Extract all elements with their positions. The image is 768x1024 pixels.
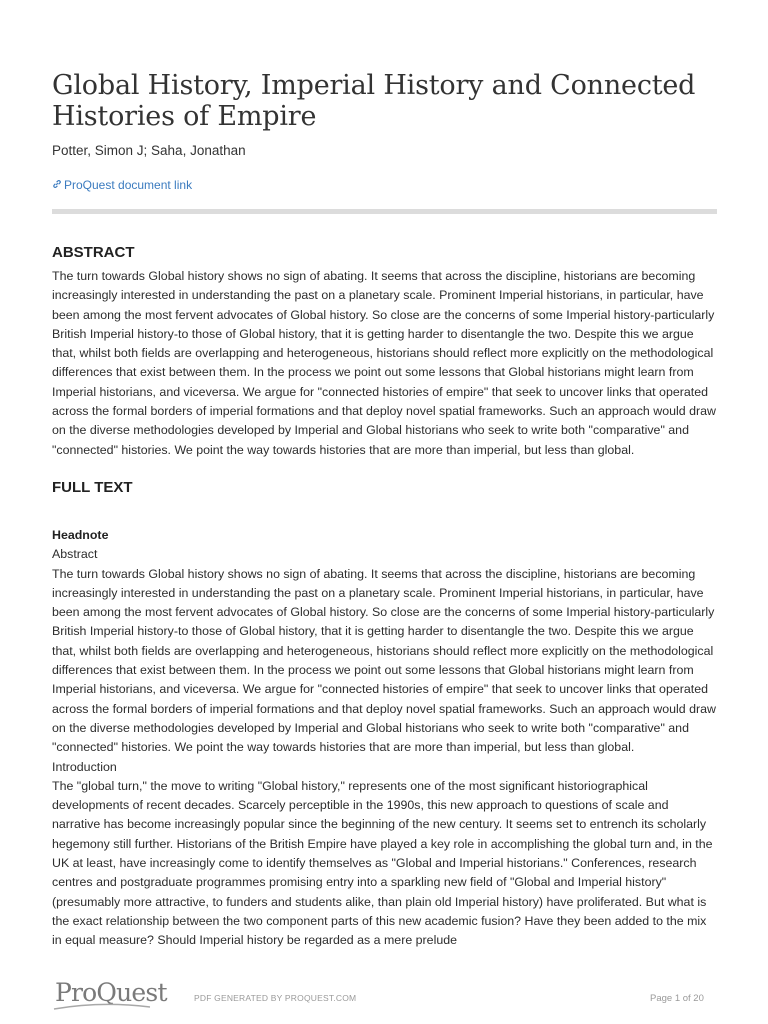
abstract-heading: ABSTRACT: [52, 244, 135, 261]
document-link-label: ProQuest document link: [64, 178, 193, 192]
full-text-heading: FULL TEXT: [52, 478, 133, 496]
generated-by-text: PDF GENERATED BY PROQUEST.COM: [194, 993, 357, 1003]
proquest-document-link[interactable]: [52, 178, 717, 192]
page-footer: [0, 972, 768, 1024]
page-number: Page 1 of 20: [650, 993, 704, 1004]
introduction-subheading: Introduction: [52, 759, 117, 774]
section-divider: [52, 209, 717, 214]
abstract-subheading: Abstract: [52, 547, 98, 562]
headnote-label: Headnote: [52, 527, 109, 542]
abstract-text: The turn towards Global history shows no sign of abating. It seems that across the discipline, historians are becoming increasingly interested in understanding the past on a planetary scale. Prominent Imperial historians, in particular, have been among the most fervent advocates of Global history. So close are the concerns of some Imperial history-particularly British Imperial history-to those of Global history, that it is getting harder to disentangle the two. Despite this we argue that, whilst both fields are overlapping and heterogeneous, historians should reflect more explicitly on the methodological differences that exist between them. In the process we point out some lessons that Global historians might learn from Imperial historians, and viceversa. We argue for "connected histories of empire" that seek to uncover links that operated across the formal borders of imperial formations and that deploy novel spatial frameworks. Such an approach would draw on the diverse methodologies developed by Imperial and Global historians who seek to write both "comparative" and "connected" histories. We point the way towards histories that are more than imperial, but less than global.: [52, 269, 716, 457]
full-text-abstract: The turn towards Global history shows no sign of abating. It seems that across the discipline, historians are becoming increasingly interested in understanding the past on a planetary scale. Prominent Imperial historians, in particular, have been among the most fervent advocates of Global history. So close are the concerns of some Imperial history-particularly British Imperial history-to those of Global history, that it is getting harder to disentangle the two. Despite this we argue that, whilst both fields are overlapping and heterogeneous, historians should reflect more explicitly on the methodological differences that exist between them. In the process we point out some lessons that Global historians might learn from Imperial historians, and viceversa. We argue for "connected histories of empire" that seek to uncover links that operated across the formal borders of imperial formations and that deploy novel spatial frameworks. Such an approach would draw on the diverse methodologies developed by Imperial and Global historians who seek to write both "comparative" and "connected" histories. We point the way towards histories that are more than imperial, but less than global.: [52, 566, 716, 755]
introduction-text: The "global turn," the move to writing "Global history," represents one of the most significant historiographical developments of recent decades. Scarcely perceptible in the 1990s, this new approach to questions of scale and narrative has become increasingly popular since the beginning of the new century. It seems set to entrench its scholarly hegemony still further. Historians of the British Empire have played a key role in accomplishing the global turn and, in the UK at least, have increasingly come to identify themselves as "Global and Imperial historians." Conferences, research centres and postgraduate programmes promising entry into a sparkling new field of "Global and Imperial history" (presumably more attractive, to funders and students alike, than plain old Imperial history) have proliferated. But what is the exact relationship between the two component parts of this new academic fusion? Have they been added to the mix in equal measure? Should Imperial history be regarded as a mere prelude: [52, 778, 713, 948]
document-title: Global History, Imperial History and Connected Histories of Empire: [52, 70, 696, 132]
logo-swoosh-icon: [52, 1003, 152, 1011]
document-authors: Potter, Simon J; Saha, Jonathan: [52, 143, 246, 158]
link-icon: [52, 178, 62, 192]
proquest-logo: ProQuest: [55, 978, 167, 1007]
document-page: [52, 70, 717, 951]
